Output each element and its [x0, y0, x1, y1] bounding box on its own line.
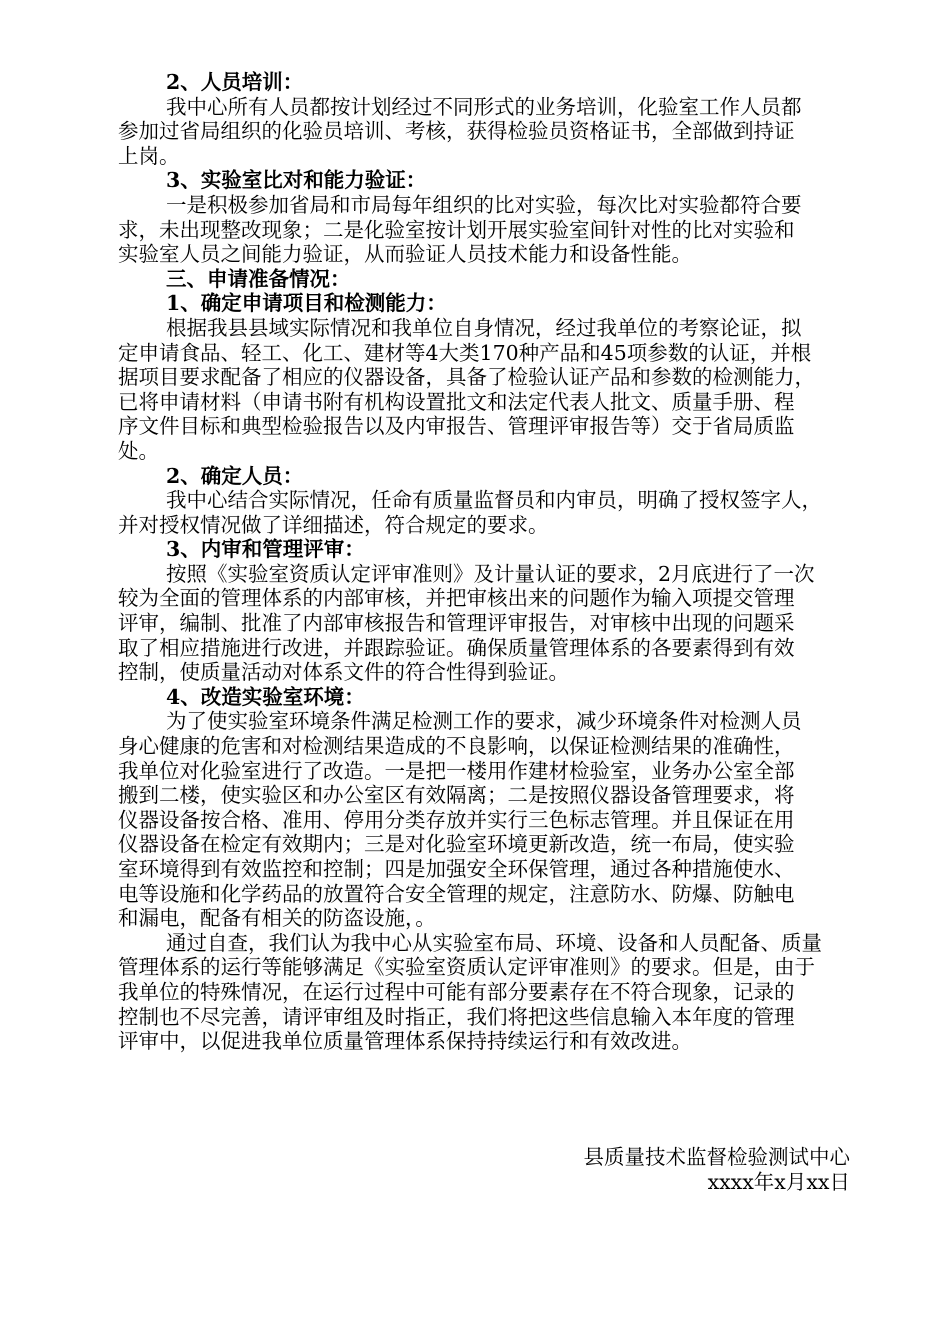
- heading-personnel: 2、确定人员：: [166, 463, 304, 488]
- heading-internal-audit: 3、内审和管理评审：: [166, 537, 365, 562]
- paragraph-line: 身心健康的危害和对检测结果造成的不良影响，以保证检测结果的准确性，: [118, 734, 795, 759]
- paragraph-line: 仪器设备按合格、准用、停用分类存放并实行三色标志管理。并且保证在用: [118, 807, 795, 832]
- heading-lab-environment: 4、改造实验室环境：: [166, 684, 365, 709]
- paragraph-line: 根据我县县域实际情况和我单位自身情况，经过我单位的考察论证，拟: [166, 315, 802, 340]
- paragraph-line: 我单位对化验室进行了改造。一是把一楼用作建材检验室，业务办公室全部: [118, 758, 795, 783]
- signature-org: 县质量技术监督检验测试中心: [583, 1145, 850, 1169]
- paragraph-line: 序文件目标和典型检验报告以及内审报告、管理评审报告等）交于省局质监: [118, 414, 795, 439]
- paragraph-line: 参加过省局组织的化验员培训、考核，获得检验员资格证书，全部做到持证: [118, 119, 795, 144]
- paragraph-line: 评审，编制、批准了内部审核报告和管理评审报告，对审核中出现的问题采: [118, 611, 795, 636]
- paragraph-line: 我中心结合实际情况，任命有质量监督员和内审员，明确了授权签字人，: [166, 488, 822, 513]
- paragraph-line: 管理体系的运行等能够满足《实验室资质认定评审准则》的要求。但是，由于: [118, 955, 815, 980]
- signature-block: [584, 1145, 851, 1195]
- heading-application-scope: 1、确定申请项目和检测能力：: [166, 291, 447, 316]
- paragraph-line: 评审中，以促进我单位质量管理体系保持持续运行和有效改进。: [118, 1029, 692, 1054]
- paragraph-line: 据项目要求配备了相应的仪器设备，具备了检验认证产品和参数的检测能力，: [118, 365, 815, 390]
- paragraph-line: 一是积极参加省局和市局每年组织的比对实验，每次比对实验都符合要: [166, 192, 802, 217]
- paragraph-line: 电等设施和化学药品的放置符合安全管理的规定，注意防水、防爆、防触电: [118, 881, 795, 906]
- paragraph-line: 实验室人员之间能力验证，从而验证人员技术能力和设备性能。: [118, 242, 692, 267]
- heading-application-preparation: 三、申请准备情况：: [166, 266, 351, 291]
- paragraph-line: 为了使实验室环境条件满足检测工作的要求，减少环境条件对检测人员: [166, 709, 802, 734]
- paragraph-line: 较为全面的管理体系的内部审核，并把审核出来的问题作为输入项提交管理: [118, 586, 795, 611]
- paragraph-line: 已将申请材料（申请书附有机构设置批文和法定代表人批文、质量手册、程: [118, 389, 795, 414]
- paragraph-line: 上岗。: [118, 143, 180, 168]
- signature-date: xxxx年x月xx日: [707, 1170, 850, 1194]
- paragraph-line: 按照《实验室资质认定评审准则》及计量认证的要求，2月底进行了一次: [166, 561, 815, 586]
- paragraph-line: 控制，使质量活动对体系文件的符合性得到验证。: [118, 660, 569, 685]
- paragraph-line: 仪器设备在检定有效期内；三是对化验室环境更新改造，统一布局，使实验: [118, 832, 795, 857]
- heading-staff-training: 2、人员培训：: [166, 70, 304, 94]
- paragraph-line: 取了相应措施进行改进，并跟踪验证。确保质量管理体系的各要素得到有效: [118, 635, 795, 660]
- paragraph-line: 求，未出现整改现象；二是化验室按计划开展实验室间针对性的比对实验和: [118, 217, 795, 242]
- paragraph-line: 搬到二楼，使实验区和办公室区有效隔离；二是按照仪器设备管理要求，将: [118, 783, 795, 808]
- paragraph-line: 我中心所有人员都按计划经过不同形式的业务培训，化验室工作人员都: [166, 94, 802, 119]
- paragraph-line: 处。: [118, 438, 159, 463]
- paragraph-line: 我单位的特殊情况，在运行过程中可能有部分要素存在不符合现象，记录的: [118, 979, 795, 1004]
- paragraph-line: 定申请食品、轻工、化工、建材等4大类170种产品和45项参数的认证，并根: [118, 340, 812, 365]
- paragraph-line: 通过自查，我们认为我中心从实验室布局、环境、设备和人员配备、质量: [166, 930, 822, 955]
- document-body: [118, 70, 860, 1054]
- heading-lab-comparison: 3、实验室比对和能力验证：: [166, 168, 427, 193]
- paragraph-line: 控制也不尽完善，请评审组及时指正，我们将把这些信息输入本年度的管理: [118, 1004, 795, 1029]
- paragraph-line: 并对授权情况做了详细描述，符合规定的要求。: [118, 512, 549, 537]
- paragraph-line: 室环境得到有效监控和控制；四是加强安全环保管理，通过各种措施使水、: [118, 857, 795, 881]
- paragraph-line: 和漏电，配备有相关的防盗设施，。: [118, 906, 436, 931]
